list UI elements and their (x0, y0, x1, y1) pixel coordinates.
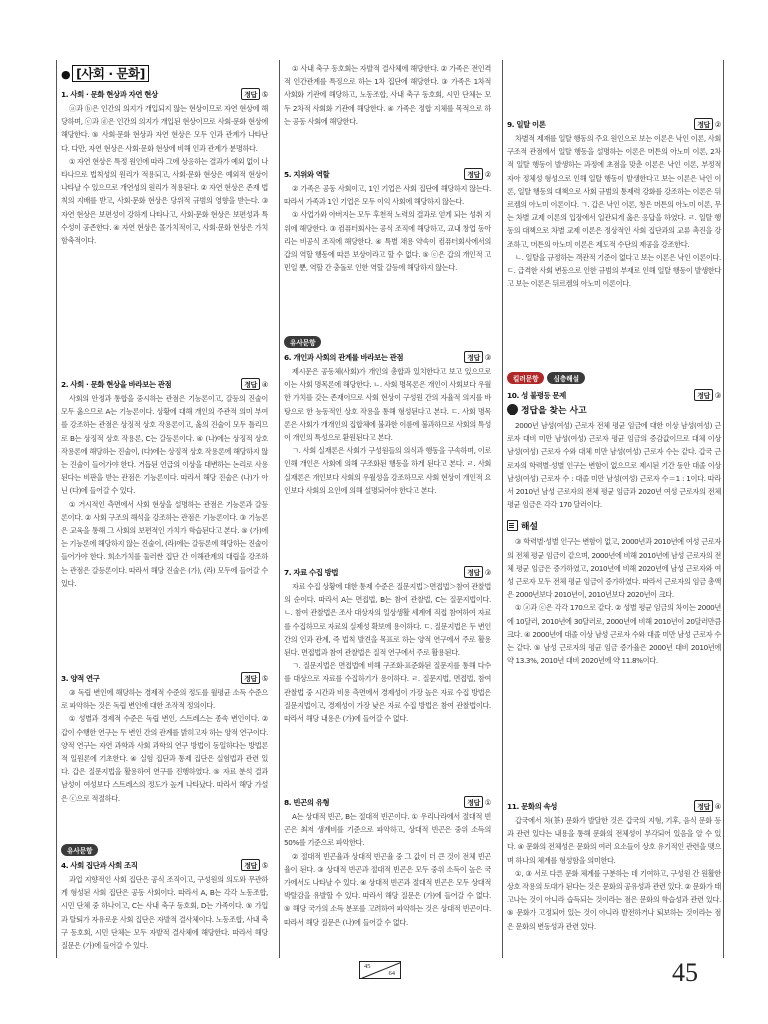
item-8-answer (464, 796, 491, 808)
item-4-answer-value: ⑤ (261, 860, 268, 870)
killer-item-tag: 킬러문항 (507, 372, 544, 384)
item-3-title: 양적 연구 (70, 673, 100, 683)
item-2-para-2: ① 거시적인 측면에서 사회 현상을 설명하는 관점은 기능론과 갈등론이다. ② 사회 구조의 해석을 강조하는 관점은 기능론이다. ③ 기능론은 교육을 통해 그 사회의 보편적인 가치가 학습된다고 본다. ⑤ (가)에는 기능론에 해당하지 않는 진술이, (라)에는 갈등론에 해당하는 진술이 들어가야 한다. 희소가치를 둘러싼 집단 간 이해관계의 대립을 강조하는 관점은 갈등론이다. 따라서 해당 진술은 (가), (라) 모두에 들어갈 수 있다. (61, 499, 268, 588)
section-title (61, 64, 268, 82)
item-10-para-2: ① ⓐ과 ⓒ은 각각 170으로 같다. ② 성별 평균 임금의 차이는 2000년에 10달러, 2010년에 30달러로, 2000년에 비해 2010년이 20달러만큼 크다. ④ 2000년에 대졸 이상 남성 근로자 수와 대졸 미만 남성 근로자 수는 같다. ⑤ 남성 근로자의 평균 임금 증가율은 2000년 대비 2010년에 약 13.3%, 2010년 대비 2020년에 약 11.8%이다. (507, 603, 721, 666)
item-9-head (507, 118, 721, 130)
item-10-hint: 2000년 남성(여성) 근로자 전체 평균 임금에 대한 이상 남성(여성) 근로자 대비 미만 남성(여성) 근로자 평균 임금의 증감값이므로 대체 이상 남성(여성) 근로자 수와 대체 미만 남성(여성) 근로자 수는 같다. 갑국 근로자의 학력별·성별 인구는 변함이 없으므로 제시된 기간 동안 대졸 이상 남성(여성) 근로자 수 : 대졸 미만 남성(여성) 근로자 수＝1 : 1이다. 따라서 2010년 남성 근로자의 전체 평균 임금과 2020년 여성 근로자의 전체 평균 임금은 각각 170 달러이다. (507, 421, 721, 510)
item-10-tags (507, 372, 721, 387)
section-title-text: [사회 · 문화] (72, 65, 149, 82)
item-6-num: 6. (284, 352, 292, 362)
column-2 (279, 60, 495, 958)
answer-label: 정답 (464, 566, 482, 578)
footer-denominator: 64 (388, 970, 395, 977)
item-6-para-1: 제시문은 공동체(사회)가 개인의 총합과 있치한다고 보고 있으므로 이는 사회 명목론에 해당한다. ㄴ. 사회 명목론은 개인이 사회보다 우월한 가치를 갖는 존재이므로 사회 현상이 구성원 간의 자율적 의지를 바탕으로 한 능동적인 상호 작용을 통해 형성된다고 본다. ㄷ. 사회 명목론은 사회가 개개인의 집합체에 불과한 이름에 불과하므로 사회의 특성이 개인의 특성으로 환원된다고 본다. (284, 367, 491, 443)
item-8-para-2: ② 절대적 빈곤율과 상대적 빈곤율 중 그 값이 더 큰 것이 전체 빈곤율이 된다. ③ 상대적 빈곤과 절대적 빈곤은 모두 중위 소득이 높은 국가에서도 나타날 수 있다. ④ 상대적 빈곤과 절대적 빈곤은 모두 상대적 박탈감을 유발할 수 있다. 따라서 해당 질문은 (가)에 들어갈 수 없다. ⑤ 해당 국가의 소득 분포를 고려하여 파악하는 것은 상대적 빈곤이다. 따라서 해당 질문은 (나)에 들어갈 수 없다. (284, 851, 491, 927)
item-3-answer-value: ⑤ (261, 673, 268, 683)
item-1-para-1: ⓐ과 ⓑ은 인간의 의지가 개입되지 않는 현상이므로 자연 현상에 해당하며, ⓒ과 ⓓ은 인간의 의지가 개입된 현상이므로 사회·문화 현상에 해당한다. ⑤ 사회·문화 현상과 자연 현상은 모두 인과 관계가 나타난다. 다만, 자연 현상은 사회·문화 현상에 비해 인과 관계가 분명하다. (61, 104, 268, 153)
item-7-num: 7. (284, 567, 292, 577)
hint-heading (507, 403, 721, 416)
item-1 (61, 88, 268, 247)
item-7-title: 자료 수집 방법 (293, 567, 339, 577)
page-ratio-box (359, 961, 401, 979)
item-10-num: 10. (507, 390, 519, 400)
item-4 (61, 838, 268, 952)
item-9 (507, 118, 721, 290)
item-6-title: 개인과 사회의 관계를 바라보는 관점 (293, 352, 404, 362)
item-9-num: 9. (507, 119, 515, 129)
item-1-title: 사회 · 문화 현상과 자연 현상 (70, 89, 158, 99)
item-5-head (284, 168, 491, 180)
answer-label: 정답 (464, 796, 482, 808)
item-4-answer (241, 859, 268, 871)
item-2-num: 2. (61, 379, 69, 389)
item-9-para-1: 차별적 제재를 일탈 행동의 주요 원인으로 보는 이론은 낙인 이론, 사회 구조적 관점에서 일탈 행동을 설명하는 이론은 머튼의 아노미 이론, 2차적 일탈 행동이 발생하는 과정에 초점을 맞춘 이론은 낙인 이론, 부정적 자아 정체성 형성으로 인해 일탈 행동이 발생한다고 보는 이론은 낙인 이론, 일탈 행동의 대책으로 사회 규범의 통제력 강화를 강조하는 이론은 뒤르켐의 아노미 이론이다. ㄱ. 갑은 낙인 이론, 청은 머튼의 아노미 이론, 무는 차별 교제 이론의 입장에서 일관되게 옳은 응답을 하였다. ㄹ. 일탈 행동의 대책으로 차별 교제 이론은 정상적인 사회 집단과의 교류 촉진을 강조하고, 머튼의 아노미 이론은 제도적 수단의 제공을 강조한다. (507, 134, 721, 249)
item-8-answer-value: ① (484, 797, 491, 807)
answer-label: 정답 (241, 672, 259, 684)
answer-label: 정답 (464, 351, 482, 363)
item-2-answer (241, 378, 268, 390)
item-8 (284, 796, 491, 929)
item-11-title: 문화의 속성 (521, 801, 557, 811)
item-11-para-1: 갑국에서 차(茶) 문화가 발달한 것은 갑국의 지형, 기후, 음식 문화 등과 관련 있다는 내용을 통해 문화의 전체성이 부각되어 있음을 알 수 있다. ④ 문화의 전체성은 문화의 여러 요소들이 상호 유기적인 관련을 맺으며 하나의 체계를 형성함을 의미한다. (507, 816, 721, 865)
item-4-num: 4. (61, 860, 69, 870)
item-5-para-2: ① 사업가와 아버지는 모두 후천적 노력의 결과로 얻게 되는 성취 지위에 해당한다. ③ 컴퓨터회사는 공식 조직에 해당하고, 교내 창업 동아리는 비공식 조직에 해당한다. ④ 특별 채용 약속이 컴퓨터회사에서의 갑의 역할 행동에 따른 보상이라고 할 수 없다. ⑤ ⓒ은 갑의 개인적 고민일 뿐, 역할 간 충돌로 인한 역할 갈등에 해당하지 않는다. (284, 210, 491, 273)
similar-item-tag: 유사문항 (61, 844, 98, 856)
item-6 (284, 330, 491, 497)
item-10-answer (694, 389, 721, 401)
item-11-num: 11. (507, 801, 519, 811)
item-10-para-1: ③ 학력별·성별 인구는 변함이 없고, 2000년과 2010년에 여성 근로자의 전체 평균 임금이 같으며, 2000년에 비해 2010년에 남성 근로자의 전체 평균 임금은 증가하였고, 2010년에 비해 2020년에 남성 근로자와 여성 근로자 모두 전체 평균 임금이 증가하였다. 따라서 근로자의 임금 총액은 2000년보다 2010년이, 2010년보다 2020년이 크다. (507, 537, 721, 600)
item-6-answer-value: ③ (484, 352, 491, 362)
item-1-para-2: ① 자연 현상은 특정 원인에 따라 그에 상응하는 결과가 예외 없이 나타나므로 법칙성의 원리가 적용되고, 사회·문화 현상은 예외적 현상이 나타날 수 있으므로 개연성의 원리가 적용된다. ② 자연 현상은 존재 법칙의 지배를 받고, 사회·문화 현상은 당위적 규범의 영향을 받는다. ③ 자연 현상은 보편성이 강하게 나타나고, 사회·문화 현상은 보편성과 특수성이 공존한다. ④ 자연 현상은 몰가치적이고, 사회·문화 현상은 가치 함축적이다. (61, 156, 268, 246)
item-10-head (507, 389, 721, 401)
item-5 (284, 168, 491, 274)
hint-title: 정답을 찾는 사고 (521, 406, 587, 416)
item-7-answer (464, 566, 491, 578)
answer-page (56, 60, 724, 958)
item-4-para-2: ① 사내 축구 동호회는 자발적 결사체에 해당한다. ② 가족은 전인격적 인간관계를 특징으로 하는 1차 집단에 해당한다. ③ 가족은 1차적 사회화 기관에 해당하고, 노동조합, 사내 축구 동호회, 시민 단체는 모두 2차적 사회화 기관에 해당한다. ④ 가족은 정합 지체를 목적으로 하는 공동 사회에 해당한다. (284, 64, 491, 126)
item-5-num: 5. (284, 169, 292, 179)
item-2 (61, 378, 268, 590)
item-2-answer-value: ④ (261, 379, 268, 389)
item-2-para-1: 사회의 안정과 통합을 중시하는 관점은 기능론이고, 갈등의 진술이 모두 옳으므로 A는 기능론이다. 상황에 대해 개인의 주관적 의미 부여를 강조하는 관점은 상징적 상호 작용론이고, 옳의 진술이 모두 틀리므로 B는 상징적 상호 작용론, C는 갈등론이다. ④ (나)에는 상징적 상호 작용론에 해당하는 진술이, (다)에는 상징적 상호 작용론에 해당하지 않는 진술이 들어가야 한다. 거듭된 언급의 이상을 대변하는 논리로 사용된다는 비판을 받는 관점은 기능론이다. 따라서 해당 진술은 (나)가 아닌 (다)에 들어갈 수 있다. (61, 394, 268, 496)
item-10-title: 성 불평등 문제 (521, 390, 566, 400)
item-9-title: 일탈 이론 (516, 119, 546, 129)
item-1-answer (241, 88, 268, 100)
item-7-head (284, 566, 491, 578)
item-4-head (61, 859, 268, 871)
item-4-cont (284, 62, 491, 128)
footer-numerator: 45 (364, 963, 371, 970)
item-3-para-2: ① 성별과 경제적 수준은 독립 변인, 스트레스는 종속 변인이다. ② 갑이 수행한 연구는 두 변인 간의 관계를 밝히고자 하는 양적 연구이다. 양적 연구는 자연 과학과 사회 과학의 연구 방법이 동일하다는 방법론적 일원론에 기초한다. ④ 실험 집단과 통제 집단은 실험법과 관련 있다. 갑은 질문지법을 활용하여 연구를 진행하였다. ⑤ 자료 분석 결과 남성이 여성보다 스트레스의 정도가 높게 나타났다. 따라서 해당 가설은 ⓒ으로 적절하다. (61, 714, 268, 803)
item-4-para-1: 과업 지향적인 사회 집단은 공식 조직이고, 구성원의 의도와 무관하게 형성된 사회 집단은 공동 사회이다. 따라서 A, B는 각각 노동조합, 시민 단체 중 하나이고, C는 사내 축구 동호회, D는 가족이다. ⑤ 가입과 탈퇴가 자유로운 사회 집단은 자발적 결사체이다. 노동조합, 사내 축구 동호회, 시민 단체는 모두 자발적 결사체에 해당한다. 따라서 해당 질문은 (가)에 들어갈 수 있다. (61, 875, 268, 951)
item-2-title: 사회 · 문화 현상을 바라보는 관점 (70, 379, 172, 389)
page-number: 45 (672, 958, 698, 987)
column-3 (502, 60, 725, 958)
item-8-para-1: A는 상대적 빈곤, B는 절대적 빈곤이다. ① 우리나라에서 절대적 빈곤은 최저 생계비를 기준으로 파악하고, 상대적 빈곤은 중위 소득의 50%를 기준으로 파악한다. (284, 812, 491, 848)
item-5-answer (464, 168, 491, 180)
item-5-answer-value: ② (484, 169, 491, 179)
column-1 (57, 60, 272, 958)
item-3-num: 3. (61, 673, 69, 683)
lightbulb-icon (507, 404, 518, 415)
item-5-para-1: ② 가족은 공동 사회이고, 1인 기업은 사회 집단에 해당하지 않는다. 따라서 가족과 1인 기업은 모두 이익 사회에 해당하지 않는다. (284, 184, 491, 207)
answer-label: 정답 (241, 378, 259, 390)
deep-explanation-tag: 심층해설 (547, 372, 584, 384)
item-11-para-2: ①, ③ 서로 다른 문화 체계를 구분하는 데 기여하고, 구성원 간 원활한 상호 작용의 토대가 된다는 것은 문화의 공유성과 관련 있다. ② 문화가 태고나는 것이 아니라 습득되는 것이라는 점은 문화의 학습성과 관련 있다. ⑤ 문화가 고정되어 있는 것이 아니라 발전하거나 퇴보하는 것이라는 점은 문화의 변동성과 관련 있다. (507, 868, 721, 931)
explanation-title: 해설 (521, 522, 538, 533)
item-7-para-2: ㄱ. 질문지법은 면접법에 비해 구조화·표준화된 질문지를 통해 다수를 대상으로 자료를 수집하기가 용이하다. ㄹ. 질문지법, 면접법, 참여 관찰법 중 시간과 비용 측면에서 경제성이 가장 높은 자료 수집 방법은 질문지법이고, 경제성이 가장 낮은 자료 수집 방법은 참여 관찰법이다. 따라서 해당 내용은 (가)에 들어갈 수 없다. (284, 661, 491, 724)
item-11 (507, 800, 721, 933)
item-1-head (61, 88, 268, 100)
section-bullet: ● (61, 68, 71, 81)
similar-item-tag: 유사문항 (284, 336, 321, 348)
item-11-head (507, 800, 721, 812)
item-4-title: 사회 집단과 사회 조직 (70, 860, 138, 870)
answer-label: 정답 (464, 168, 482, 180)
item-5-title: 지위와 역할 (293, 169, 330, 179)
answer-label: 정답 (694, 389, 712, 401)
item-1-answer-value: ⑤ (261, 89, 268, 99)
answer-label: 정답 (694, 118, 712, 130)
item-7 (284, 566, 491, 725)
item-3-para-1: ③ 독립 변인에 해당하는 경제적 수준의 정도를 월평균 소득 수준으로 파악하는 것은 독립 변인에 대한 조작적 정의이다. (61, 688, 268, 711)
item-7-answer-value: ③ (484, 567, 491, 577)
document-icon (507, 520, 518, 531)
item-8-head (284, 796, 491, 808)
answer-label: 정답 (241, 88, 259, 100)
item-3-head (61, 672, 268, 684)
item-9-answer (694, 118, 721, 130)
item-8-title: 빈곤의 유형 (293, 797, 330, 807)
item-3 (61, 672, 268, 805)
item-6-head (284, 351, 491, 363)
item-3-answer (241, 672, 268, 684)
explanation-heading (507, 519, 721, 532)
item-6-answer (464, 351, 491, 363)
item-11-answer (694, 800, 721, 812)
item-9-answer-value: ② (714, 119, 721, 129)
item-6-para-2: ㄱ. 사회 실재론은 사회가 구성원들의 의식과 행동을 구속하며, 이로 인해 개인은 사회에 의해 구조화된 행동을 하게 된다고 본다. ㄹ. 사회 실재론은 개인보다 사회의 우월성을 강조하므로 사회 현상이 개인적 요인보다 사회의 요인에 의해 설명되어야 한다고 본다. (284, 446, 491, 495)
item-8-num: 8. (284, 797, 292, 807)
answer-label: 정답 (241, 859, 259, 871)
item-2-head (61, 378, 268, 390)
item-10 (507, 372, 721, 667)
item-10-answer-value: ③ (714, 390, 721, 400)
answer-label: 정답 (694, 800, 712, 812)
item-9-para-2: ㄴ. 일탈을 규정하는 객관적 기준이 없다고 보는 이론은 낙인 이론이다. ㄷ. 급격한 사회 변동으로 인한 규범의 부재로 인해 일탈 행동이 발생한다고 보는 이론은 뒤르켐의 아노미 이론이다. (507, 252, 721, 289)
item-7-para-1: 자료 수집 상황에 대한 통제 수준은 질문지법＞면접법＞참여 관찰법의 순이다. 따라서 A는 면접법, B는 참여 관찰법, C는 질문지법이다. ㄴ. 참여 관찰법은 조사 대상자의 일상생활 세계에 직접 참여하여 자료를 수집하므로 자료의 실제성 확보에 용이하다. ㄷ. 질문지법은 두 변인 간의 인과 관계, 즉 법칙 발견을 목표로 하는 양적 연구에서 주로 활용된다. 면접법과 참여 관찰법은 질적 연구에서 주로 활용된다. (284, 582, 491, 658)
item-1-num: 1. (61, 89, 69, 99)
item-11-answer-value: ④ (714, 801, 721, 811)
